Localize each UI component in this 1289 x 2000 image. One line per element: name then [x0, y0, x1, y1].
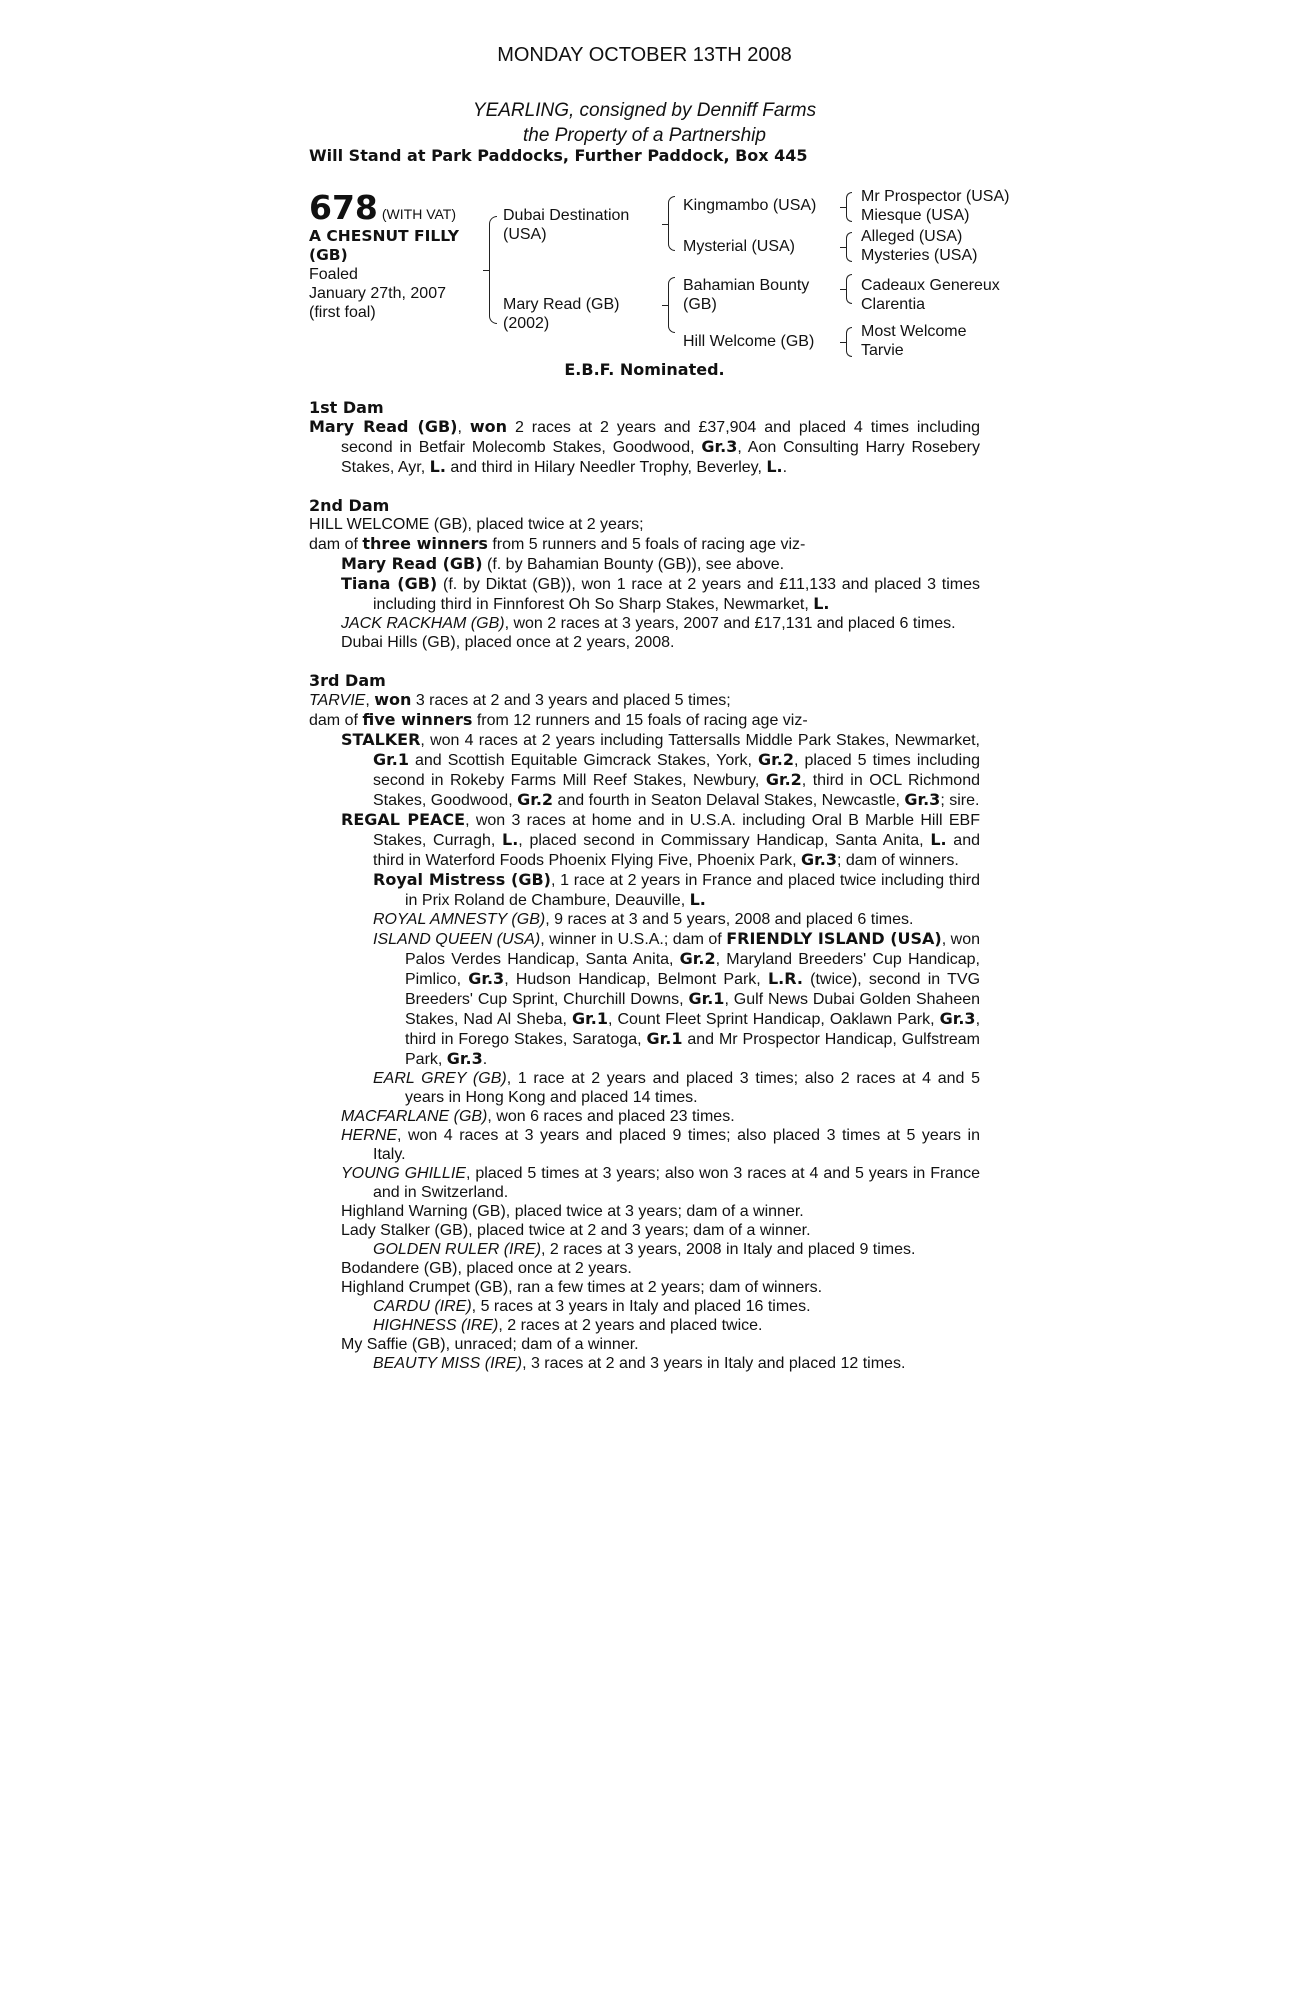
pedigree-gen3-3: Alleged (USA): [861, 228, 963, 245]
lot-title-country: (GB): [309, 246, 348, 264]
ebf-nominated: E.B.F. Nominated.: [564, 360, 725, 379]
second-dam-heading: 2nd Dam: [309, 496, 390, 515]
pedigree-dam-dam: Hill Welcome (GB): [683, 333, 815, 350]
third-dam-produce-summary: dam of five winners from 12 runners and 15 foals of racing age viz-: [309, 710, 808, 729]
first-dam-heading: 1st Dam: [309, 398, 384, 417]
produce-highness: HIGHNESS (IRE), 2 races at 2 years and placed twice.: [373, 1317, 763, 1334]
pedigree-dam: [503, 295, 619, 333]
foal-note: (first foal): [309, 304, 376, 321]
pedigree-gen3-7: Most Welcome: [861, 323, 967, 340]
produce-island-queen: ISLAND QUEEN (USA), winner in U.S.A.; dam of FRIENDLY ISLAND (USA), won Palos Verdes Handicap, Santa Anita, Gr.2, Maryland Breeders' Cup Handicap, Pimlico, Gr.3, Hudson Handicap, Belmont Park, L.R. (twice), second in TVG Breeders' Cup Sprint, Churchill Downs, Gr.1, Gulf News Dubai Golden Shaheen Stakes, Nad Al Sheba, Gr.1, Count Fleet Sprint Handicap, Oaklawn Park, Gr.3, third in Forego Stakes, Saratoga, Gr.1 and Mr Prospector Handicap, Gulfstream Park, Gr.3.: [373, 929, 981, 1068]
produce-royal-mistress: Royal Mistress (GB), 1 race at 2 years in France and placed twice including third in Prix Roland de Chambure, Deauville, L.: [373, 870, 980, 909]
pedigree-brace-ds: [846, 274, 852, 304]
consigned-line: YEARLING, consigned by Denniff Farms: [472, 100, 817, 121]
pedigree-sire-sire: Kingmambo (USA): [683, 197, 817, 214]
sire-name: Dubai Destination: [503, 207, 630, 224]
pedigree-brace-sd: [846, 232, 852, 262]
lot-title: A CHESNUT FILLY: [309, 227, 459, 245]
produce-golden-ruler: GOLDEN RULER (IRE), 2 races at 3 years, 2008 in Italy and placed 9 times.: [373, 1241, 916, 1258]
foaled-label: Foaled: [309, 266, 358, 283]
pedigree-dam-sire: [683, 276, 809, 314]
foaled-date: January 27th, 2007: [309, 285, 446, 302]
third-dam-line: TARVIE, won 3 races at 2 and 3 years and placed 5 times;: [309, 690, 731, 709]
second-dam-produce-summary: dam of three winners from 5 runners and 5 foals of racing age viz-: [309, 534, 806, 553]
stand-line: Will Stand at Park Paddocks, Further Paddock, Box 445: [309, 146, 808, 165]
produce-record: [309, 398, 980, 1373]
pedigree-gen3-4: Mysteries (USA): [861, 247, 978, 264]
produce-young-ghillie: YOUNG GHILLIE, placed 5 times at 3 years; also won 3 races at 4 and 5 years in France and in Switzerland.: [341, 1165, 980, 1201]
pedigree-sire-dam: Mysterial (USA): [683, 238, 796, 255]
produce-royal-amnesty: ROYAL AMNESTY (GB), 9 races at 3 and 5 years, 2008 and placed 6 times.: [373, 911, 914, 928]
property-line: the Property of a Partnership: [523, 125, 766, 146]
produce-mary-read: Mary Read (GB) (f. by Bahamian Bounty (GB)), see above.: [341, 554, 785, 573]
pedigree-gen3-8: Tarvie: [861, 342, 904, 359]
consignor-block: [0, 98, 1289, 148]
dam-name: Mary Read (GB): [503, 296, 620, 313]
pedigree-sire: [503, 206, 629, 244]
pedigree-brace-dd: [846, 327, 852, 357]
produce-highland-crumpet: Highland Crumpet (GB), ran a few times at 2 years; dam of winners.: [341, 1279, 823, 1296]
pedigree-gen3-6: Clarentia: [861, 296, 926, 313]
sale-date: MONDAY OCTOBER 13TH 2008: [497, 44, 792, 66]
pedigree-gen3-1: Mr Prospector (USA): [861, 188, 1010, 205]
produce-jack-rackham: JACK RACKHAM (GB), won 2 races at 3 years, 2007 and £17,131 and placed 6 times.: [341, 615, 956, 632]
pedigree-gen3-2: Miesque (USA): [861, 207, 970, 224]
second-dam-line: HILL WELCOME (GB), placed twice at 2 years;: [309, 516, 644, 533]
pedigree-brace-dam: [668, 277, 675, 333]
produce-cardu: CARDU (IRE), 5 races at 3 years in Italy and placed 16 times.: [373, 1298, 811, 1315]
dam-year: (2002): [503, 315, 550, 332]
produce-regal-peace: REGAL PEACE, won 3 races at home and in U.S.A. including Oral B Marble Hill EBF Stakes, Curragh, L., placed second in Commissary Handicap, Santa Anita, L. and third in Waterford Foods Phoenix Flying Five, Phoenix Park, Gr.3; dam of winners.: [341, 810, 981, 869]
pedigree-brace-ss: [846, 192, 852, 222]
produce-herne: HERNE, won 4 races at 3 years and placed 9 times; also placed 3 times at 5 years in Italy.: [341, 1127, 980, 1163]
lot-number: 678: [309, 188, 378, 227]
dam-sire-name: Bahamian Bounty: [683, 277, 810, 294]
pedigree-brace-sire: [668, 196, 675, 251]
produce-highland-warning: Highland Warning (GB), placed twice at 3 years; dam of a winner.: [341, 1203, 804, 1220]
produce-stalker: STALKER, won 4 races at 2 years including Tattersalls Middle Park Stakes, Newmarket, Gr.1 and Scottish Equitable Gimcrack Stakes, York, Gr.2, placed 5 times including second in Rokeby Farms Mill Reef Stakes, Newbury, Gr.2, third in OCL Richmond Stakes, Goodwood, Gr.2 and fourth in Seaton Delaval Stakes, Newcastle, Gr.3; sire.: [341, 730, 980, 809]
pedigree-gen3-5: Cadeaux Genereux: [861, 277, 1000, 294]
produce-tiana: Tiana (GB) (f. by Diktat (GB)), won 1 race at 2 years and £11,133 and placed 3 times including third in Finnforest Oh So Sharp Stakes, Newmarket, L.: [341, 574, 981, 613]
produce-bodandere: Bodandere (GB), placed once at 2 years.: [341, 1260, 632, 1277]
produce-macfarlane: MACFARLANE (GB), won 6 races and placed 23 times.: [341, 1108, 735, 1125]
produce-beauty-miss: BEAUTY MISS (IRE), 3 races at 2 and 3 years in Italy and placed 12 times.: [373, 1355, 906, 1372]
produce-lady-stalker: Lady Stalker (GB), placed twice at 2 and 3 years; dam of a winner.: [341, 1222, 811, 1239]
vat-note: (WITH VAT): [381, 206, 457, 222]
produce-earl-grey: EARL GREY (GB), 1 race at 2 years and placed 3 times; also 2 races at 4 and 5 years in Hong Kong and placed 14 times.: [373, 1070, 980, 1106]
pedigree-brace-main: [489, 216, 497, 324]
first-dam-entry: Mary Read (GB), won 2 races at 2 years and £37,904 and placed 4 times including second in Betfair Molecomb Stakes, Goodwood, Gr.3, Aon Consulting Harry Rosebery Stakes, Ayr, L. and third in Hilary Needler Trophy, Beverley, L..: [309, 417, 981, 476]
dam-sire-country: (GB): [683, 296, 717, 313]
produce-dubai-hills: Dubai Hills (GB), placed once at 2 years, 2008.: [341, 634, 675, 651]
sire-country: (USA): [503, 226, 547, 243]
lot-header: [309, 188, 459, 322]
third-dam-heading: 3rd Dam: [309, 671, 386, 690]
produce-my-saffie: My Saffie (GB), unraced; dam of a winner.: [341, 1336, 639, 1353]
